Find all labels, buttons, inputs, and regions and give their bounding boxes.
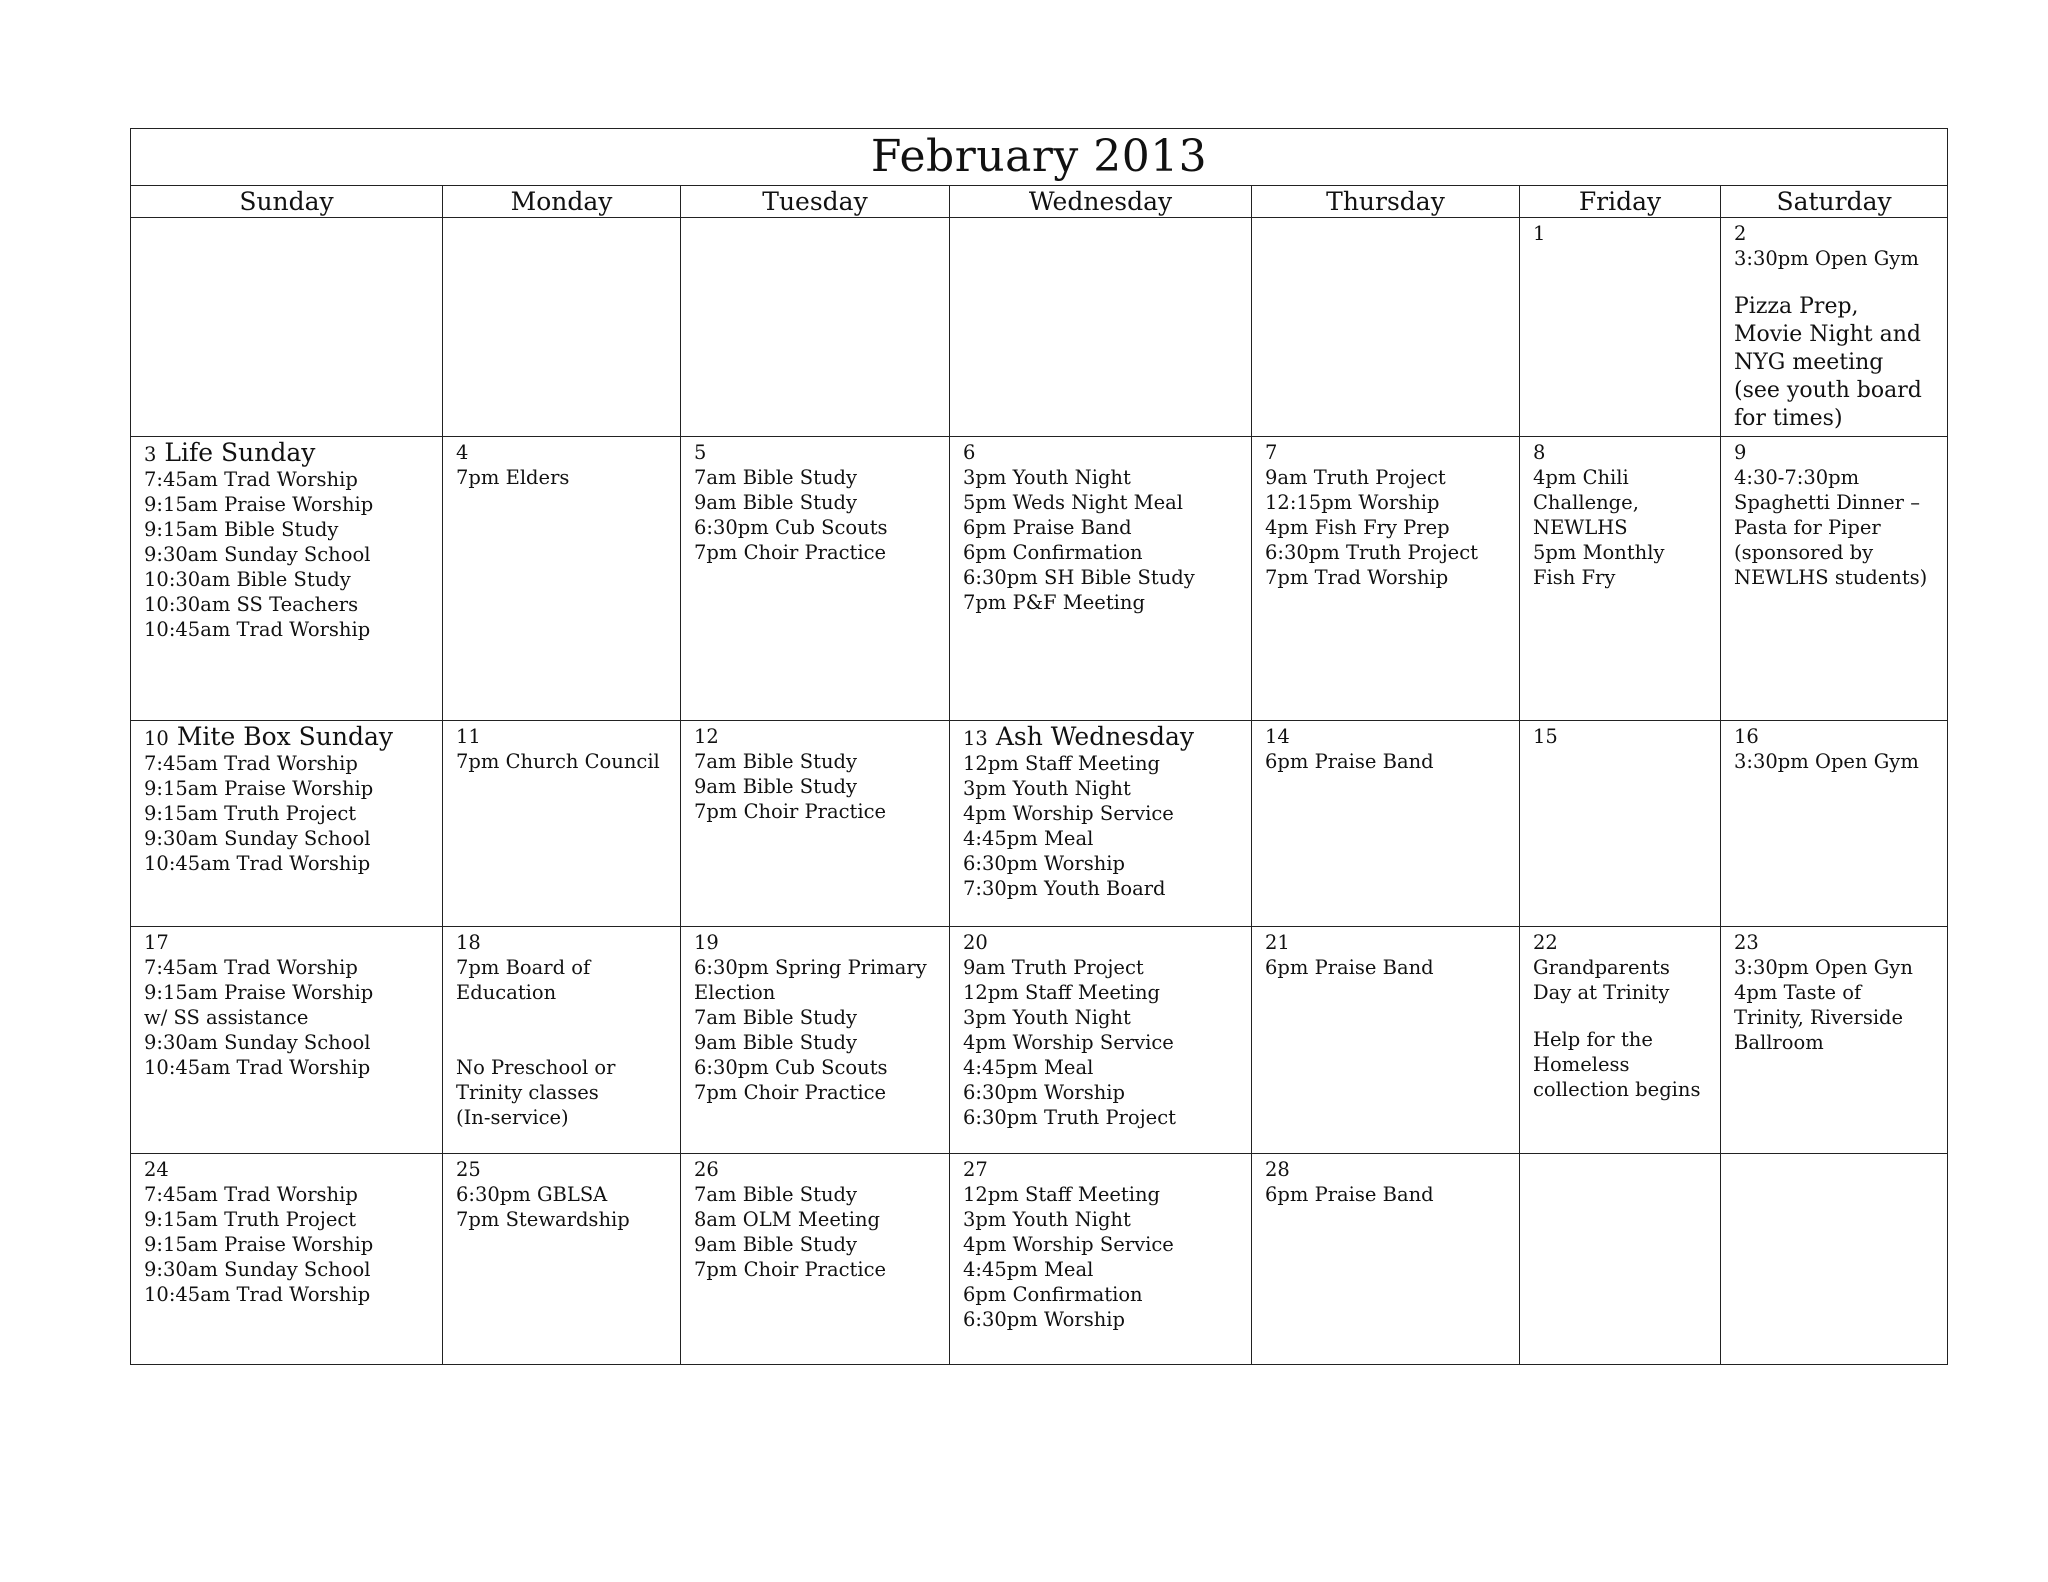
note-spacer xyxy=(456,1005,668,1055)
note-line: Pizza Prep, xyxy=(1734,294,1859,320)
day-header-thursday: Thursday xyxy=(1252,186,1520,218)
day-number: 1 xyxy=(1533,222,1546,246)
event-line: 6:30pm Worship xyxy=(963,1307,1126,1331)
day-header-line xyxy=(963,930,1239,955)
day-number: 26 xyxy=(694,1157,719,1181)
day-cell-content xyxy=(1520,927,1720,1102)
event-line: 6:30pm Truth Project xyxy=(1265,541,1478,565)
day-cell xyxy=(950,1153,1252,1364)
day-cell xyxy=(443,1153,681,1364)
event-line: 7pm Church Council xyxy=(456,749,660,773)
day-header-line xyxy=(694,724,937,749)
day-number: 21 xyxy=(1265,931,1290,955)
day-number: 13 xyxy=(963,726,988,750)
day-cell-content xyxy=(950,1154,1251,1332)
event-line: 4pm Worship Service xyxy=(963,801,1174,825)
day-number: 17 xyxy=(144,931,169,955)
event-line: 7pm Choir Practice xyxy=(694,799,887,823)
day-number: 4 xyxy=(456,441,469,465)
event-line: 7:45am Trad Worship xyxy=(144,751,358,775)
day-cell xyxy=(1252,218,1520,437)
day-number: 25 xyxy=(456,1157,481,1181)
calendar-title-cell xyxy=(131,129,1948,186)
event-line: Spaghetti Dinner – xyxy=(1734,491,1920,515)
day-number: 11 xyxy=(456,724,481,748)
event-line: 4:45pm Meal xyxy=(963,826,1094,850)
event-line: 3pm Youth Night xyxy=(963,466,1131,490)
day-header-line xyxy=(144,930,430,955)
day-number: 6 xyxy=(963,441,976,465)
event-line: w/ SS assistance xyxy=(144,1006,309,1030)
day-cell-content xyxy=(1252,927,1519,980)
day-cell-content xyxy=(131,437,442,642)
event-line: 9am Bible Study xyxy=(694,1232,857,1256)
day-cell xyxy=(950,927,1252,1153)
event-line: 9:30am Sunday School xyxy=(144,543,371,567)
event-line: 8am OLM Meeting xyxy=(694,1207,880,1231)
day-cell xyxy=(131,437,443,720)
note-line: (In-service) xyxy=(456,1106,569,1130)
event-line: 9:15am Praise Worship xyxy=(144,493,374,517)
day-cell xyxy=(1520,720,1721,926)
day-number: 20 xyxy=(963,931,988,955)
day-cell-content xyxy=(681,721,949,824)
day-cell xyxy=(1520,927,1721,1153)
day-header-line xyxy=(456,440,668,465)
day-cell-content xyxy=(131,1154,442,1307)
day-cell-content xyxy=(443,218,680,221)
event-line: Challenge, xyxy=(1533,491,1639,515)
event-line: 12pm Staff Meeting xyxy=(963,751,1161,775)
day-cell-content xyxy=(681,1154,949,1282)
event-line: 4pm Worship Service xyxy=(963,1232,1174,1256)
day-header-line xyxy=(694,440,937,465)
event-line: Education xyxy=(456,981,557,1005)
day-cell-content xyxy=(1721,218,1947,433)
event-line: 6:30pm GBLSA xyxy=(456,1182,608,1206)
day-number: 18 xyxy=(456,931,481,955)
day-cell-content xyxy=(1252,1154,1519,1207)
event-line: 4:45pm Meal xyxy=(963,1257,1094,1281)
event-line: 4pm Taste of xyxy=(1734,981,1862,1005)
note-line: Trinity classes xyxy=(456,1081,599,1105)
day-header-line xyxy=(963,440,1239,465)
day-cell xyxy=(1721,218,1948,437)
day-header-row xyxy=(131,186,1948,218)
day-header-line xyxy=(1734,724,1935,749)
day-number: 5 xyxy=(694,441,707,465)
event-line: 5pm Weds Night Meal xyxy=(963,491,1184,515)
event-line: 10:45am Trad Worship xyxy=(144,1282,371,1306)
day-cell xyxy=(443,927,681,1153)
event-line: 6:30pm SH Bible Study xyxy=(963,566,1195,590)
event-line: 7am Bible Study xyxy=(694,1006,857,1030)
day-cell-content xyxy=(443,927,680,1130)
day-cell xyxy=(681,1153,950,1364)
event-line: 10:45am Trad Worship xyxy=(144,851,371,875)
day-header-line xyxy=(1265,724,1507,749)
week-row-1 xyxy=(131,218,1948,437)
event-line: 6:30pm Worship xyxy=(963,851,1126,875)
event-line: 7:30pm Youth Board xyxy=(963,876,1166,900)
day-header-line xyxy=(1734,221,1935,246)
event-line: 6:30pm Worship xyxy=(963,1081,1126,1105)
event-line: 3:30pm Open Gym xyxy=(1734,247,1919,271)
note-line: Help for the xyxy=(1533,1028,1653,1052)
day-number: 27 xyxy=(963,1157,988,1181)
day-cell-content xyxy=(443,437,680,490)
event-line: 3pm Youth Night xyxy=(963,1207,1131,1231)
event-line: 12:15pm Worship xyxy=(1265,491,1440,515)
day-number: 19 xyxy=(694,931,719,955)
day-cell-content xyxy=(443,1154,680,1232)
event-line: 12pm Staff Meeting xyxy=(963,981,1161,1005)
event-line: 9:15am Praise Worship xyxy=(144,776,374,800)
day-cell-content xyxy=(950,437,1251,615)
day-number: 16 xyxy=(1734,724,1759,748)
day-cell-content xyxy=(1520,1154,1720,1157)
event-line: 3:30pm Open Gyn xyxy=(1734,956,1913,980)
event-line: 9:30am Sunday School xyxy=(144,1257,371,1281)
day-header-line xyxy=(144,721,430,751)
day-header-line xyxy=(1265,930,1507,955)
calendar-table xyxy=(130,128,1948,1365)
event-line: 7pm Choir Practice xyxy=(694,1257,887,1281)
day-header-line xyxy=(1734,440,1935,465)
day-header-line xyxy=(1533,724,1708,749)
note-line: Homeless xyxy=(1533,1053,1630,1077)
note-line: NYG meeting xyxy=(1734,350,1884,376)
day-header-line xyxy=(963,721,1239,751)
day-number: 15 xyxy=(1533,724,1558,748)
day-cell xyxy=(1520,437,1721,720)
event-line: 6pm Confirmation xyxy=(963,541,1143,565)
day-number: 28 xyxy=(1265,1157,1290,1181)
day-cell xyxy=(1252,437,1520,720)
event-line: 9:15am Praise Worship xyxy=(144,981,374,1005)
event-line: 7pm P&F Meeting xyxy=(963,591,1145,615)
day-number: 9 xyxy=(1734,441,1747,465)
day-number: 3 xyxy=(144,443,157,467)
event-line: 10:45am Trad Worship xyxy=(144,618,371,642)
note-line: collection begins xyxy=(1533,1078,1701,1102)
day-cell-content xyxy=(443,721,680,774)
event-line: 7am Bible Study xyxy=(694,466,857,490)
day-cell-content xyxy=(1721,437,1947,590)
event-line: Day at Trinity xyxy=(1533,981,1670,1005)
day-header-monday: Monday xyxy=(443,186,681,218)
day-cell xyxy=(950,437,1252,720)
event-line: 9:15am Truth Project xyxy=(144,1207,357,1231)
day-cell xyxy=(1520,218,1721,437)
event-line: 3pm Youth Night xyxy=(963,776,1131,800)
day-cell-content xyxy=(681,437,949,565)
day-number: 14 xyxy=(1265,724,1290,748)
day-header-line xyxy=(456,724,668,749)
event-line: 7:45am Trad Worship xyxy=(144,1182,358,1206)
event-line: 4pm Chili xyxy=(1533,466,1629,490)
day-cell-content xyxy=(1721,721,1947,774)
week-row-5 xyxy=(131,1153,1948,1364)
event-line: 9am Bible Study xyxy=(694,491,857,515)
note-line: (see youth board xyxy=(1734,378,1922,404)
event-line: 4pm Worship Service xyxy=(963,1031,1174,1055)
day-cell xyxy=(1252,927,1520,1153)
special-day-label: Mite Box Sunday xyxy=(176,721,394,751)
day-cell-content xyxy=(681,927,949,1105)
day-cell-content xyxy=(1520,721,1720,749)
event-line: 6pm Praise Band xyxy=(1265,1182,1434,1206)
day-cell xyxy=(443,720,681,926)
day-header-line xyxy=(694,930,937,955)
day-cell-content xyxy=(131,721,442,876)
event-line: Pasta for Piper xyxy=(1734,516,1881,540)
note-spacer xyxy=(1734,271,1935,293)
event-line: 4:30-7:30pm xyxy=(1734,466,1860,490)
event-line: 7pm Trad Worship xyxy=(1265,566,1449,590)
event-line: 9am Truth Project xyxy=(963,956,1144,980)
day-header-line xyxy=(1265,440,1507,465)
day-cell xyxy=(443,218,681,437)
day-cell-content xyxy=(1252,437,1519,590)
day-header-saturday: Saturday xyxy=(1721,186,1948,218)
day-cell-content xyxy=(1520,437,1720,590)
event-line: 12pm Staff Meeting xyxy=(963,1182,1161,1206)
week-row-4 xyxy=(131,927,1948,1153)
event-line: 10:30am Bible Study xyxy=(144,568,351,592)
day-number: 10 xyxy=(144,726,169,750)
note-spacer xyxy=(1533,1005,1708,1027)
day-cell-content xyxy=(950,721,1251,901)
event-line: 9:30am Sunday School xyxy=(144,1031,371,1055)
day-number: 8 xyxy=(1533,441,1546,465)
day-cell-content xyxy=(131,927,442,1080)
day-header-line xyxy=(1533,440,1708,465)
day-header-line xyxy=(456,1157,668,1182)
special-day-label: Life Sunday xyxy=(164,438,316,468)
day-cell-content xyxy=(950,218,1251,221)
day-cell xyxy=(950,218,1252,437)
day-cell xyxy=(1721,927,1948,1153)
event-line: 3pm Youth Night xyxy=(963,1006,1131,1030)
day-cell xyxy=(131,720,443,926)
day-header-friday: Friday xyxy=(1520,186,1721,218)
event-line: Trinity, Riverside xyxy=(1734,1006,1904,1030)
event-line: 3:30pm Open Gym xyxy=(1734,749,1919,773)
event-line: 9:30am Sunday School xyxy=(144,826,371,850)
day-header-sunday: Sunday xyxy=(131,186,443,218)
event-line: 7am Bible Study xyxy=(694,1182,857,1206)
day-cell xyxy=(1252,720,1520,926)
day-cell xyxy=(950,720,1252,926)
day-number: 2 xyxy=(1734,222,1747,246)
day-cell xyxy=(681,720,950,926)
event-line: 9am Truth Project xyxy=(1265,466,1446,490)
event-line: 6pm Praise Band xyxy=(963,516,1132,540)
event-line: NEWLHS students) xyxy=(1734,566,1928,590)
day-cell xyxy=(1721,437,1948,720)
event-line: (sponsored by xyxy=(1734,541,1874,565)
day-header-line xyxy=(456,930,668,955)
day-header-line xyxy=(1265,1157,1507,1182)
day-header-line xyxy=(144,1157,430,1182)
event-line: Election xyxy=(694,981,776,1005)
day-cell-content xyxy=(1252,218,1519,221)
event-line: 9am Bible Study xyxy=(694,774,857,798)
event-line: 6:30pm Spring Primary xyxy=(694,956,927,980)
event-line: 7pm Choir Practice xyxy=(694,1081,887,1105)
event-line: 9:15am Praise Worship xyxy=(144,1232,374,1256)
day-number: 7 xyxy=(1265,441,1278,465)
day-header-tuesday: Tuesday xyxy=(681,186,950,218)
day-header-line xyxy=(1533,930,1708,955)
week-row-3 xyxy=(131,720,1948,926)
event-line: Fish Fry xyxy=(1533,566,1616,590)
day-number: 12 xyxy=(694,724,719,748)
day-header-line xyxy=(963,1157,1239,1182)
event-line: 9am Bible Study xyxy=(694,1031,857,1055)
event-line: 7pm Board of xyxy=(456,956,591,980)
note-line: No Preschool or xyxy=(456,1056,616,1080)
day-header-wednesday: Wednesday xyxy=(950,186,1252,218)
note-line: Movie Night and xyxy=(1734,322,1921,348)
day-cell xyxy=(681,218,950,437)
event-line: 7am Bible Study xyxy=(694,749,857,773)
event-line: 7pm Stewardship xyxy=(456,1207,630,1231)
day-cell xyxy=(1520,1153,1721,1364)
day-cell-content xyxy=(1520,218,1720,246)
event-line: Grandparents xyxy=(1533,956,1670,980)
event-line: 7pm Elders xyxy=(456,466,570,490)
week-row-2 xyxy=(131,437,1948,720)
day-cell xyxy=(681,927,950,1153)
event-line: 6pm Praise Band xyxy=(1265,956,1434,980)
day-cell-content xyxy=(1721,927,1947,1055)
event-line: 5pm Monthly xyxy=(1533,541,1665,565)
event-line: 6pm Confirmation xyxy=(963,1282,1143,1306)
day-number: 23 xyxy=(1734,931,1759,955)
event-line: 4:45pm Meal xyxy=(963,1056,1094,1080)
day-cell xyxy=(131,1153,443,1364)
day-cell-content xyxy=(1721,1154,1947,1157)
day-cell xyxy=(1721,1153,1948,1364)
day-cell xyxy=(131,218,443,437)
event-line: 4pm Fish Fry Prep xyxy=(1265,516,1450,540)
event-line: 6:30pm Truth Project xyxy=(963,1106,1176,1130)
event-line: 10:45am Trad Worship xyxy=(144,1056,371,1080)
event-line: 9:15am Bible Study xyxy=(144,518,339,542)
event-line: 7:45am Trad Worship xyxy=(144,468,358,492)
event-line: 7pm Choir Practice xyxy=(694,541,887,565)
day-cell-content xyxy=(131,218,442,221)
day-header-line xyxy=(1533,221,1708,246)
event-line: 9:15am Truth Project xyxy=(144,801,357,825)
event-line: 6:30pm Cub Scouts xyxy=(694,1056,888,1080)
day-cell xyxy=(681,437,950,720)
day-cell xyxy=(443,437,681,720)
calendar-title: February 2013 xyxy=(870,131,1208,183)
day-cell-content xyxy=(681,218,949,221)
event-line: Ballroom xyxy=(1734,1031,1824,1055)
event-line: 7:45am Trad Worship xyxy=(144,956,358,980)
day-header-line xyxy=(1734,930,1935,955)
day-cell-content xyxy=(950,927,1251,1130)
event-line: 10:30am SS Teachers xyxy=(144,593,359,617)
event-line: NEWLHS xyxy=(1533,516,1628,540)
day-cell xyxy=(131,927,443,1153)
day-cell xyxy=(1721,720,1948,926)
day-cell xyxy=(1252,1153,1520,1364)
day-number: 22 xyxy=(1533,931,1558,955)
day-number: 24 xyxy=(144,1157,169,1181)
day-header-line xyxy=(144,440,430,467)
special-day-label: Ash Wednesday xyxy=(995,721,1194,751)
day-cell-content xyxy=(1252,721,1519,774)
event-line: 6pm Praise Band xyxy=(1265,749,1434,773)
day-header-line xyxy=(694,1157,937,1182)
event-line: 6:30pm Cub Scouts xyxy=(694,516,888,540)
note-line: for times) xyxy=(1734,406,1843,432)
